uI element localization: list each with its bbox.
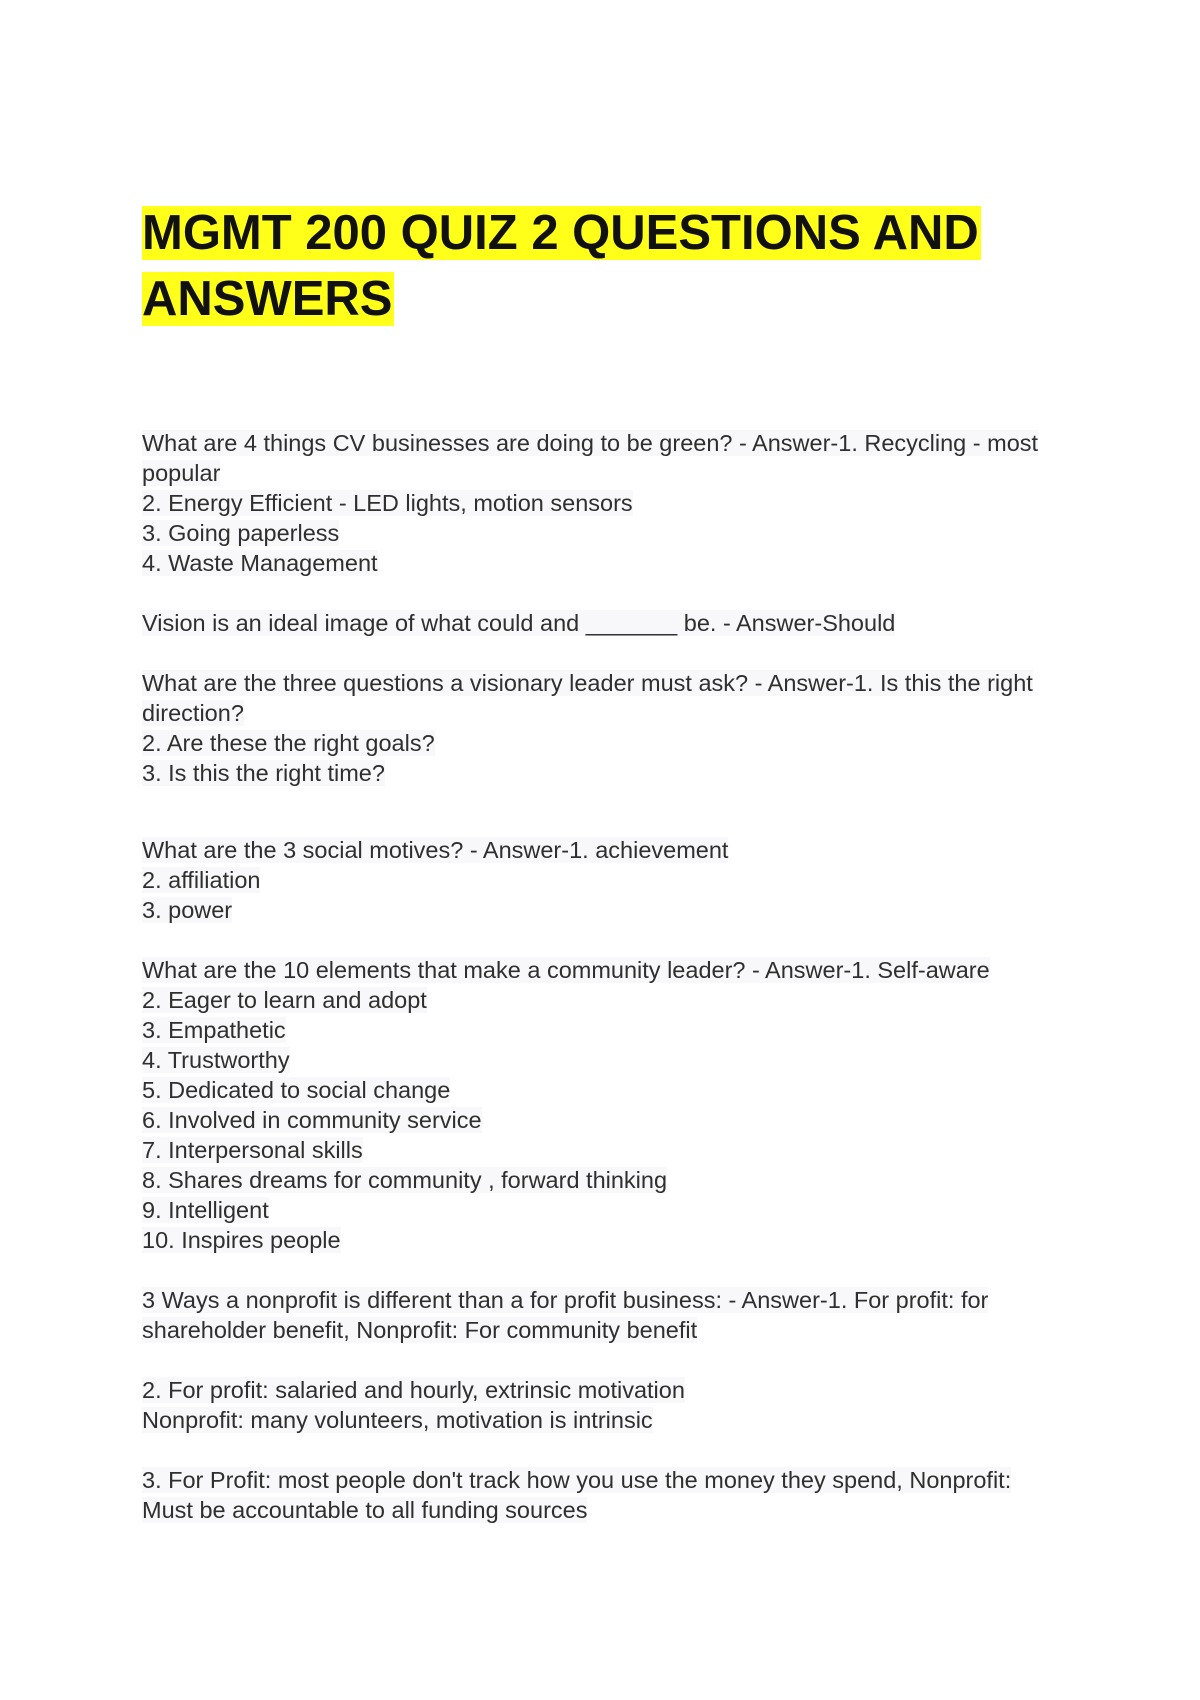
qa-line: 2. affiliation [142,867,261,893]
qa-line: What are 4 things CV businesses are doing to be green? - Answer-1. Recycling - most [142,430,1039,456]
qa-line: Must be accountable to all funding sources [142,1497,588,1523]
qa-line: 2. Eager to learn and adopt [142,987,427,1013]
qa-line: 5. Dedicated to social change [142,1077,451,1103]
qa-line: 3. Empathetic [142,1017,286,1043]
qa-line: 4. Waste Management [142,550,378,576]
qa-line: What are the 10 elements that make a community leader? - Answer-1. Self-aware [142,957,990,983]
qa-block-nonprofit-difference-2 [142,1375,1072,1435]
qa-line: Vision is an ideal image of what could and _______ be. - Answer-Should [142,610,896,636]
qa-block-visionary-questions [142,668,1072,788]
qa-line: 3. Is this the right time? [142,760,385,786]
qa-line: 2. For profit: salaried and hourly, extrinsic motivation [142,1377,685,1403]
qa-line: 3. Going paperless [142,520,340,546]
document-title-text: MGMT 200 QUIZ 2 QUESTIONS AND ANSWERS [142,206,979,326]
qa-line: 3. power [142,897,233,923]
qa-block-green-businesses [142,428,1072,578]
qa-block-nonprofit-difference-3 [142,1465,1072,1525]
qa-line: popular [142,460,221,486]
qa-line: 8. Shares dreams for community , forward thinking [142,1167,668,1193]
qa-line: direction? [142,700,244,726]
qa-content [142,428,1072,1555]
qa-line: 2. Are these the right goals? [142,730,435,756]
qa-block-vision [142,608,1072,638]
qa-line: 6. Involved in community service [142,1107,482,1133]
qa-line: Nonprofit: many volunteers, motivation is intrinsic [142,1407,653,1433]
document-title [142,200,1042,332]
qa-block-social-motives [142,835,1072,925]
qa-line: 9. Intelligent [142,1197,269,1223]
qa-line: 3 Ways a nonprofit is different than a for profit business: - Answer-1. For profit: for [142,1287,989,1313]
qa-line: 3. For Profit: most people don't track how you use the money they spend, Nonprofit: [142,1467,1012,1493]
qa-block-nonprofit-differences [142,1285,1072,1345]
qa-line: 7. Interpersonal skills [142,1137,363,1163]
qa-line: 10. Inspires people [142,1227,341,1253]
qa-line: What are the three questions a visionary leader must ask? - Answer-1. Is this the right [142,670,1033,696]
qa-line: 4. Trustworthy [142,1047,290,1073]
qa-line: shareholder benefit, Nonprofit: For community benefit [142,1317,698,1343]
qa-line: What are the 3 social motives? - Answer-1. achievement [142,837,729,863]
qa-line: 2. Energy Efficient - LED lights, motion sensors [142,490,633,516]
qa-block-community-leader [142,955,1072,1255]
